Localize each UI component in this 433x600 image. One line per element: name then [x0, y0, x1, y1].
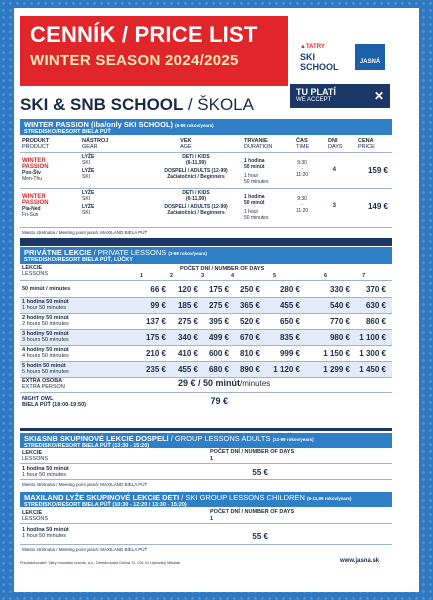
group-kids-lessons-label: LEKCIE LESSONS: [22, 510, 48, 522]
group-adult-title-en: / GROUP LESSONS ADULTS: [170, 434, 271, 443]
passion-row-2-gear: LYŽE SKI LYŽE SKI: [82, 190, 95, 216]
col-duration: TRVANIE DURATION: [244, 138, 273, 150]
passion-row-2-price: 149 €: [367, 202, 388, 211]
divider: [20, 463, 392, 464]
group-adult-price: 55 €: [252, 468, 268, 477]
passion-row-2-duration: 1 hodina 50 minút 1 hour 50 minutes: [244, 194, 269, 221]
private-title-note: (3-99 rokov/years): [168, 251, 207, 256]
price-cell: 175 €: [208, 285, 229, 294]
group-adult-header: [20, 433, 392, 448]
price-cell: 810 €: [239, 349, 260, 358]
divider: [20, 479, 392, 480]
private-title-en: / PRIVATE LESSONS: [93, 248, 167, 257]
passion-meeting-point: Miesto stretnutia / Meeting point jasná: MAXILAND BIELA PÚŤ: [22, 230, 148, 235]
divider: [20, 188, 392, 189]
school-title-en: SKI & SNB SCHOOL: [20, 95, 184, 114]
price-cell: 999 €: [279, 349, 300, 358]
divider: [20, 227, 392, 228]
private-subtitle: STREDISKO/RESORT BIELA PÚŤ, LÚČKY: [24, 257, 133, 263]
group-kids-title-en: / SKI GROUP LESSONS CHILDREN: [181, 493, 305, 502]
group-adult-lessons-label: LEKCIE LESSONS: [22, 450, 48, 462]
price-cell: 280 €: [279, 285, 300, 294]
price-cell: 860 €: [365, 317, 386, 326]
price-cell: 175 €: [145, 333, 166, 342]
day-column-1: 1: [140, 273, 144, 279]
day-column-7: 7: [362, 273, 366, 279]
price-cell: 455 €: [279, 301, 300, 310]
price-cell: 275 €: [177, 317, 198, 326]
private-lessons-label: LEKCIE LESSONS: [22, 265, 48, 277]
private-row-label: 5 hodín 50 minút 5 hours 50 minutes: [22, 363, 69, 375]
price-cell: 1 150 €: [323, 349, 350, 358]
price-cell: 499 €: [208, 333, 229, 342]
price-cell: 650 €: [279, 317, 300, 326]
group-kids-meeting-point: Miesto stretnutia / Meeting point jasná: MAXILAND BIELA PÚŤ: [22, 547, 148, 552]
group-adult-day: 1: [210, 456, 214, 462]
passion-row-1-days: 4: [332, 167, 336, 173]
group-kids-header: [20, 492, 392, 507]
day-column-4: 4: [231, 273, 235, 279]
extra-person-label: EXTRA OSOBA EXTRA PERSON: [22, 378, 65, 390]
price-cell: 235 €: [145, 365, 166, 374]
price-cell: 1 300 €: [359, 349, 386, 358]
passion-row-2-time: 9:30 - 11:20: [296, 196, 309, 214]
price-cell: 395 €: [208, 317, 229, 326]
group-kids-days-label: POČET DNÍ / NUMBER OF DAYS: [210, 509, 295, 515]
price-cell: 365 €: [239, 301, 260, 310]
private-row-label: 1 hodina 50 minút 1 hour 50 minutes: [22, 299, 69, 311]
col-age: VEK AGE: [180, 138, 192, 150]
price-cell: 1 120 €: [273, 365, 300, 374]
day-column-6: 6: [324, 273, 328, 279]
price-cell: 455 €: [177, 365, 198, 374]
passion-row-1-product: WINTER PASSION Pon-Štv Mon-Thu: [22, 158, 49, 182]
passion-row-1-duration: 1 hodina 50 minút 1 hour 50 minutes: [244, 158, 269, 185]
price-cell: 370 €: [365, 285, 386, 294]
price-cell: 340 €: [177, 333, 198, 342]
col-price: CENA PRICE: [358, 138, 375, 150]
price-cell: 410 €: [177, 349, 198, 358]
passion-title-note: (6-99 rokov/years): [175, 123, 214, 128]
jasna-logo: JASNÁ: [355, 44, 385, 70]
passion-row-2-product: WINTER PASSION Pia-Ned Fri-Sun: [22, 194, 49, 218]
tatry-logo-text: ▲TATRY: [300, 44, 325, 50]
price-cell: 185 €: [177, 301, 198, 310]
private-row-label: 2 hodiny 50 minút 2 hours 50 minutes: [22, 315, 69, 327]
group-kids-row-label: 1 hodina 50 minút 1 hour 50 minutes: [22, 527, 69, 539]
passion-row-1-age: DETI / KIDS (6-11,99) DOSPELÍ / ADULTS (12-99) Začiatočníci / Beginners: [164, 154, 228, 180]
divider: [20, 544, 392, 545]
price-cell: 250 €: [239, 285, 260, 294]
header-banner: [20, 16, 288, 86]
passion-row-1-gear: LYŽE SKI LYŽE SKI: [82, 154, 95, 180]
badge-line1: TU PLATÍ: [296, 87, 336, 97]
private-row-label: 3 hodiny 50 minút 3 hours 50 minutes: [22, 331, 69, 343]
col-product: PRODUKT PRODUCT: [22, 138, 50, 150]
private-days-label: POČET DNÍ / NUMBER OF DAYS: [180, 266, 265, 272]
group-adult-row-label: 1 hodina 50 minút 1 hour 50 minutes: [22, 466, 69, 478]
passion-row-1-price: 159 €: [367, 166, 388, 175]
website-link[interactable]: www.jasna.sk: [340, 558, 380, 564]
price-cell: 540 €: [329, 301, 350, 310]
price-cell: 835 €: [279, 333, 300, 342]
section-divider-bar: [20, 238, 392, 246]
price-cell: 1 299 €: [323, 365, 350, 374]
passion-header: [20, 119, 392, 135]
price-cell: 1 100 €: [359, 333, 386, 342]
private-title: PRIVÁTNE LEKCIE: [24, 248, 92, 257]
tatry-ski-school-logo: [300, 44, 352, 74]
school-title-sk: / ŠKOLA: [187, 95, 254, 114]
badge-line2: WE ACCEPT: [296, 97, 332, 103]
divider: [20, 345, 392, 346]
group-adult-meeting-point: Miesto stretnutia / Meeting point jasná: MAXILAND BIELA PÚŤ: [22, 482, 148, 487]
divider: [20, 313, 392, 314]
price-cell: 680 €: [208, 365, 229, 374]
group-kids-title-note: (6-11,99 rokov/years): [307, 496, 352, 501]
private-header: [20, 247, 392, 264]
passion-row-2-days: 3: [332, 203, 336, 209]
day-column-5: 5: [273, 273, 277, 279]
price-cell: 630 €: [365, 301, 386, 310]
day-column-3: 3: [201, 273, 205, 279]
group-kids-day: 1: [210, 516, 214, 522]
group-adult-title-note: (12-99 rokov/years): [272, 437, 314, 442]
private-row-label: 4 hodiny 50 minút 4 hours 50 minutes: [22, 347, 69, 359]
night-owl-label: NIGHT OWL BIELA PÚŤ (18:00-19:50): [22, 396, 86, 408]
day-column-2: 2: [170, 273, 174, 279]
price-cell: 66 €: [150, 285, 166, 294]
price-cell: 137 €: [145, 317, 166, 326]
price-cell: 520 €: [239, 317, 260, 326]
extra-person-price: 29 € / 50 minút/minutes: [178, 378, 271, 388]
ski-school-logo-text: SKI SCHOOL: [300, 52, 339, 72]
header-season: WINTER SEASON 2024/2025: [30, 52, 239, 69]
accepted-card-badge: [290, 84, 390, 108]
divider: [20, 392, 392, 393]
private-row-label: 50 minút / minutes: [22, 286, 71, 292]
col-gear: NÁSTROJ GEAR: [82, 138, 109, 150]
divider: [20, 152, 392, 153]
divider: [20, 280, 392, 281]
price-cell: 99 €: [150, 301, 166, 310]
group-kids-title: MAXILAND LYŽE SKUPINOVÉ LEKCIE DETI: [24, 493, 180, 502]
school-title: [20, 95, 280, 115]
passion-title: WINTER PASSION (iba/only SKI SCHOOL): [24, 120, 174, 129]
price-cell: 770 €: [329, 317, 350, 326]
passion-subtitle: STREDISKO/RESORT BIELA PÚŤ: [24, 129, 111, 135]
col-days: DNI DAYS: [328, 138, 343, 150]
price-cell: 1 450 €: [359, 365, 386, 374]
price-cell: 210 €: [145, 349, 166, 358]
group-adult-days-label: POČET DNÍ / NUMBER OF DAYS: [210, 449, 295, 455]
price-cell: 120 €: [177, 285, 198, 294]
section-divider-bar: [20, 428, 392, 431]
footer-operator: Prevádzkovateľ: Tatry mountain resorts, a.s., Demänovská Dolina 72, 031 01 Liptovský Mikuláš: [20, 561, 180, 565]
price-cell: 980 €: [329, 333, 350, 342]
col-time: ČAS TIME: [296, 138, 310, 150]
divider: [20, 523, 392, 524]
group-kids-price: 55 €: [252, 532, 268, 541]
price-cell: 670 €: [239, 333, 260, 342]
header-title: CENNÍK / PRICE LIST: [30, 22, 258, 47]
group-adult-title: SKI&SNB SKUPINOVÉ LEKCIE DOSPELÍ: [24, 434, 169, 443]
card-brand-icon: ✕: [373, 89, 384, 103]
price-cell: 275 €: [208, 301, 229, 310]
group-adult-subtitle: STREDISKO/RESORT BIELA PÚŤ (13:30 - 15:20): [24, 443, 150, 449]
night-owl-price: 79 €: [210, 396, 228, 406]
price-cell: 890 €: [239, 365, 260, 374]
price-cell: 600 €: [208, 349, 229, 358]
group-kids-subtitle: STREDISKO/RESORT BIELA PÚŤ (10:30 - 12:20 / 13:30 - 15:20): [24, 502, 187, 508]
passion-row-2-age: DETI / KIDS (6-11,99) DOSPELÍ / ADULTS (12-99) Začiatočníci / Beginners: [164, 190, 228, 216]
passion-row-1-time: 9:30 - 11:20: [296, 160, 309, 178]
price-cell: 330 €: [329, 285, 350, 294]
